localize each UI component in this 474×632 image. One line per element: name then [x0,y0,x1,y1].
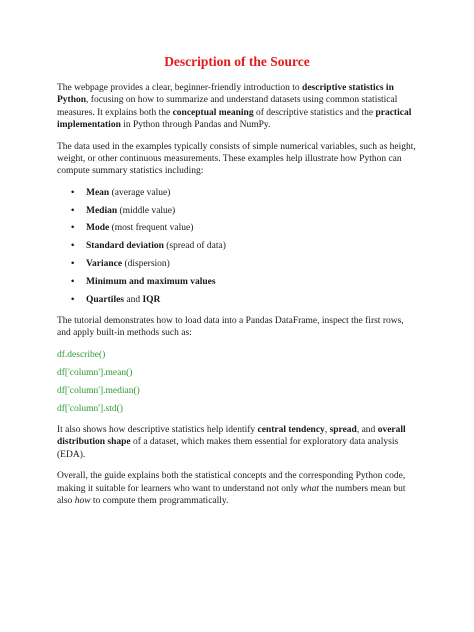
eda-text-3: , and [356,424,378,435]
data-paragraph: The data used in the examples typically consists of simple numerical variables, such as height, weight, or other continuous measurements. These examples help illustrate how Python can compute summary statistics including: [57,141,416,177]
list-item-text: and [124,294,143,305]
list-item [57,240,417,252]
overall-text-2: the numbers mean but also [57,483,406,506]
list-item-text: (most frequent value) [109,223,194,234]
intro-text-1: The webpage provides a clear, beginner-friendly introduction to [57,83,303,93]
tutorial-paragraph: The tutorial demonstrates how to load data into a Pandas DataFrame, inspect the first rows, and apply built-in methods such as: [57,316,404,339]
list-item-text: (middle value) [117,205,176,216]
eda-text-2: , [324,424,330,435]
list-item-text: (average value) [109,187,171,198]
eda-paragraph [57,424,417,461]
eda-bold-1: central tendency [257,424,325,435]
bullet-icon: • [71,205,75,216]
list-item-bold: Standard deviation [86,241,164,252]
intro-text-2: , focusing on how to summarize and understand datasets using common statistical measures. It explains both the [57,95,398,118]
list-item-bold: Variance [86,259,123,270]
page-title: Description of the Source [164,54,310,69]
bullet-icon: • [71,187,75,198]
list-item [57,294,417,306]
overall-paragraph [57,470,417,507]
eda-text-4: of a dataset, which makes them essential for exploratory data analysis (EDA). [57,437,399,460]
overall-italic-1: what [300,483,320,494]
eda-bold-2: spread [329,424,357,435]
eda-bold-3: overall distribution shape [57,424,406,448]
list-item [57,187,417,199]
intro-text-4: in Python through Pandas and NumPy. [120,120,271,131]
bullet-icon: • [71,241,75,252]
list-item-bold: Minimum and maximum values [86,276,216,287]
list-item-bold-2: IQR [142,294,161,305]
list-item [57,276,417,288]
list-item [57,205,417,217]
code-line-std: df['column'].std() [57,403,123,414]
bullet-icon: • [71,223,75,234]
list-item-bold: Mean [86,187,110,198]
intro-paragraph [57,82,417,132]
list-item [57,222,417,234]
intro-bold-1: descriptive statistics in Python [57,83,394,106]
overall-italic-2: how [74,496,91,506]
overall-text-1: Overall, the guide explains both the statistical concepts and the corresponding Python code, making it suitable for learners who want to understand not only [57,471,406,494]
intro-text-3: of descriptive statistics and the [253,107,376,118]
code-line-mean: df['column'].mean() [57,367,133,378]
list-item-bold: Median [86,205,118,216]
code-line-median: df['column'].median() [57,385,140,396]
list-item-text: (dispersion) [122,259,170,270]
bullet-icon: • [71,276,75,287]
statistics-list [57,187,417,306]
overall-text-3: to compute them programmatically. [90,496,229,506]
list-item-bold: Quartiles [86,294,124,305]
code-line-describe: df.describe() [57,349,106,360]
list-item [57,258,417,270]
intro-bold-2: conceptual meaning [172,107,254,118]
intro-bold-3: practical implementation [57,107,412,131]
bullet-icon: • [71,259,75,270]
list-item-text: (spread of data) [163,241,226,252]
list-item-bold: Mode [86,223,110,234]
eda-text-1: It also shows how descriptive statistics help identify [57,424,258,435]
bullet-icon: • [71,294,75,305]
